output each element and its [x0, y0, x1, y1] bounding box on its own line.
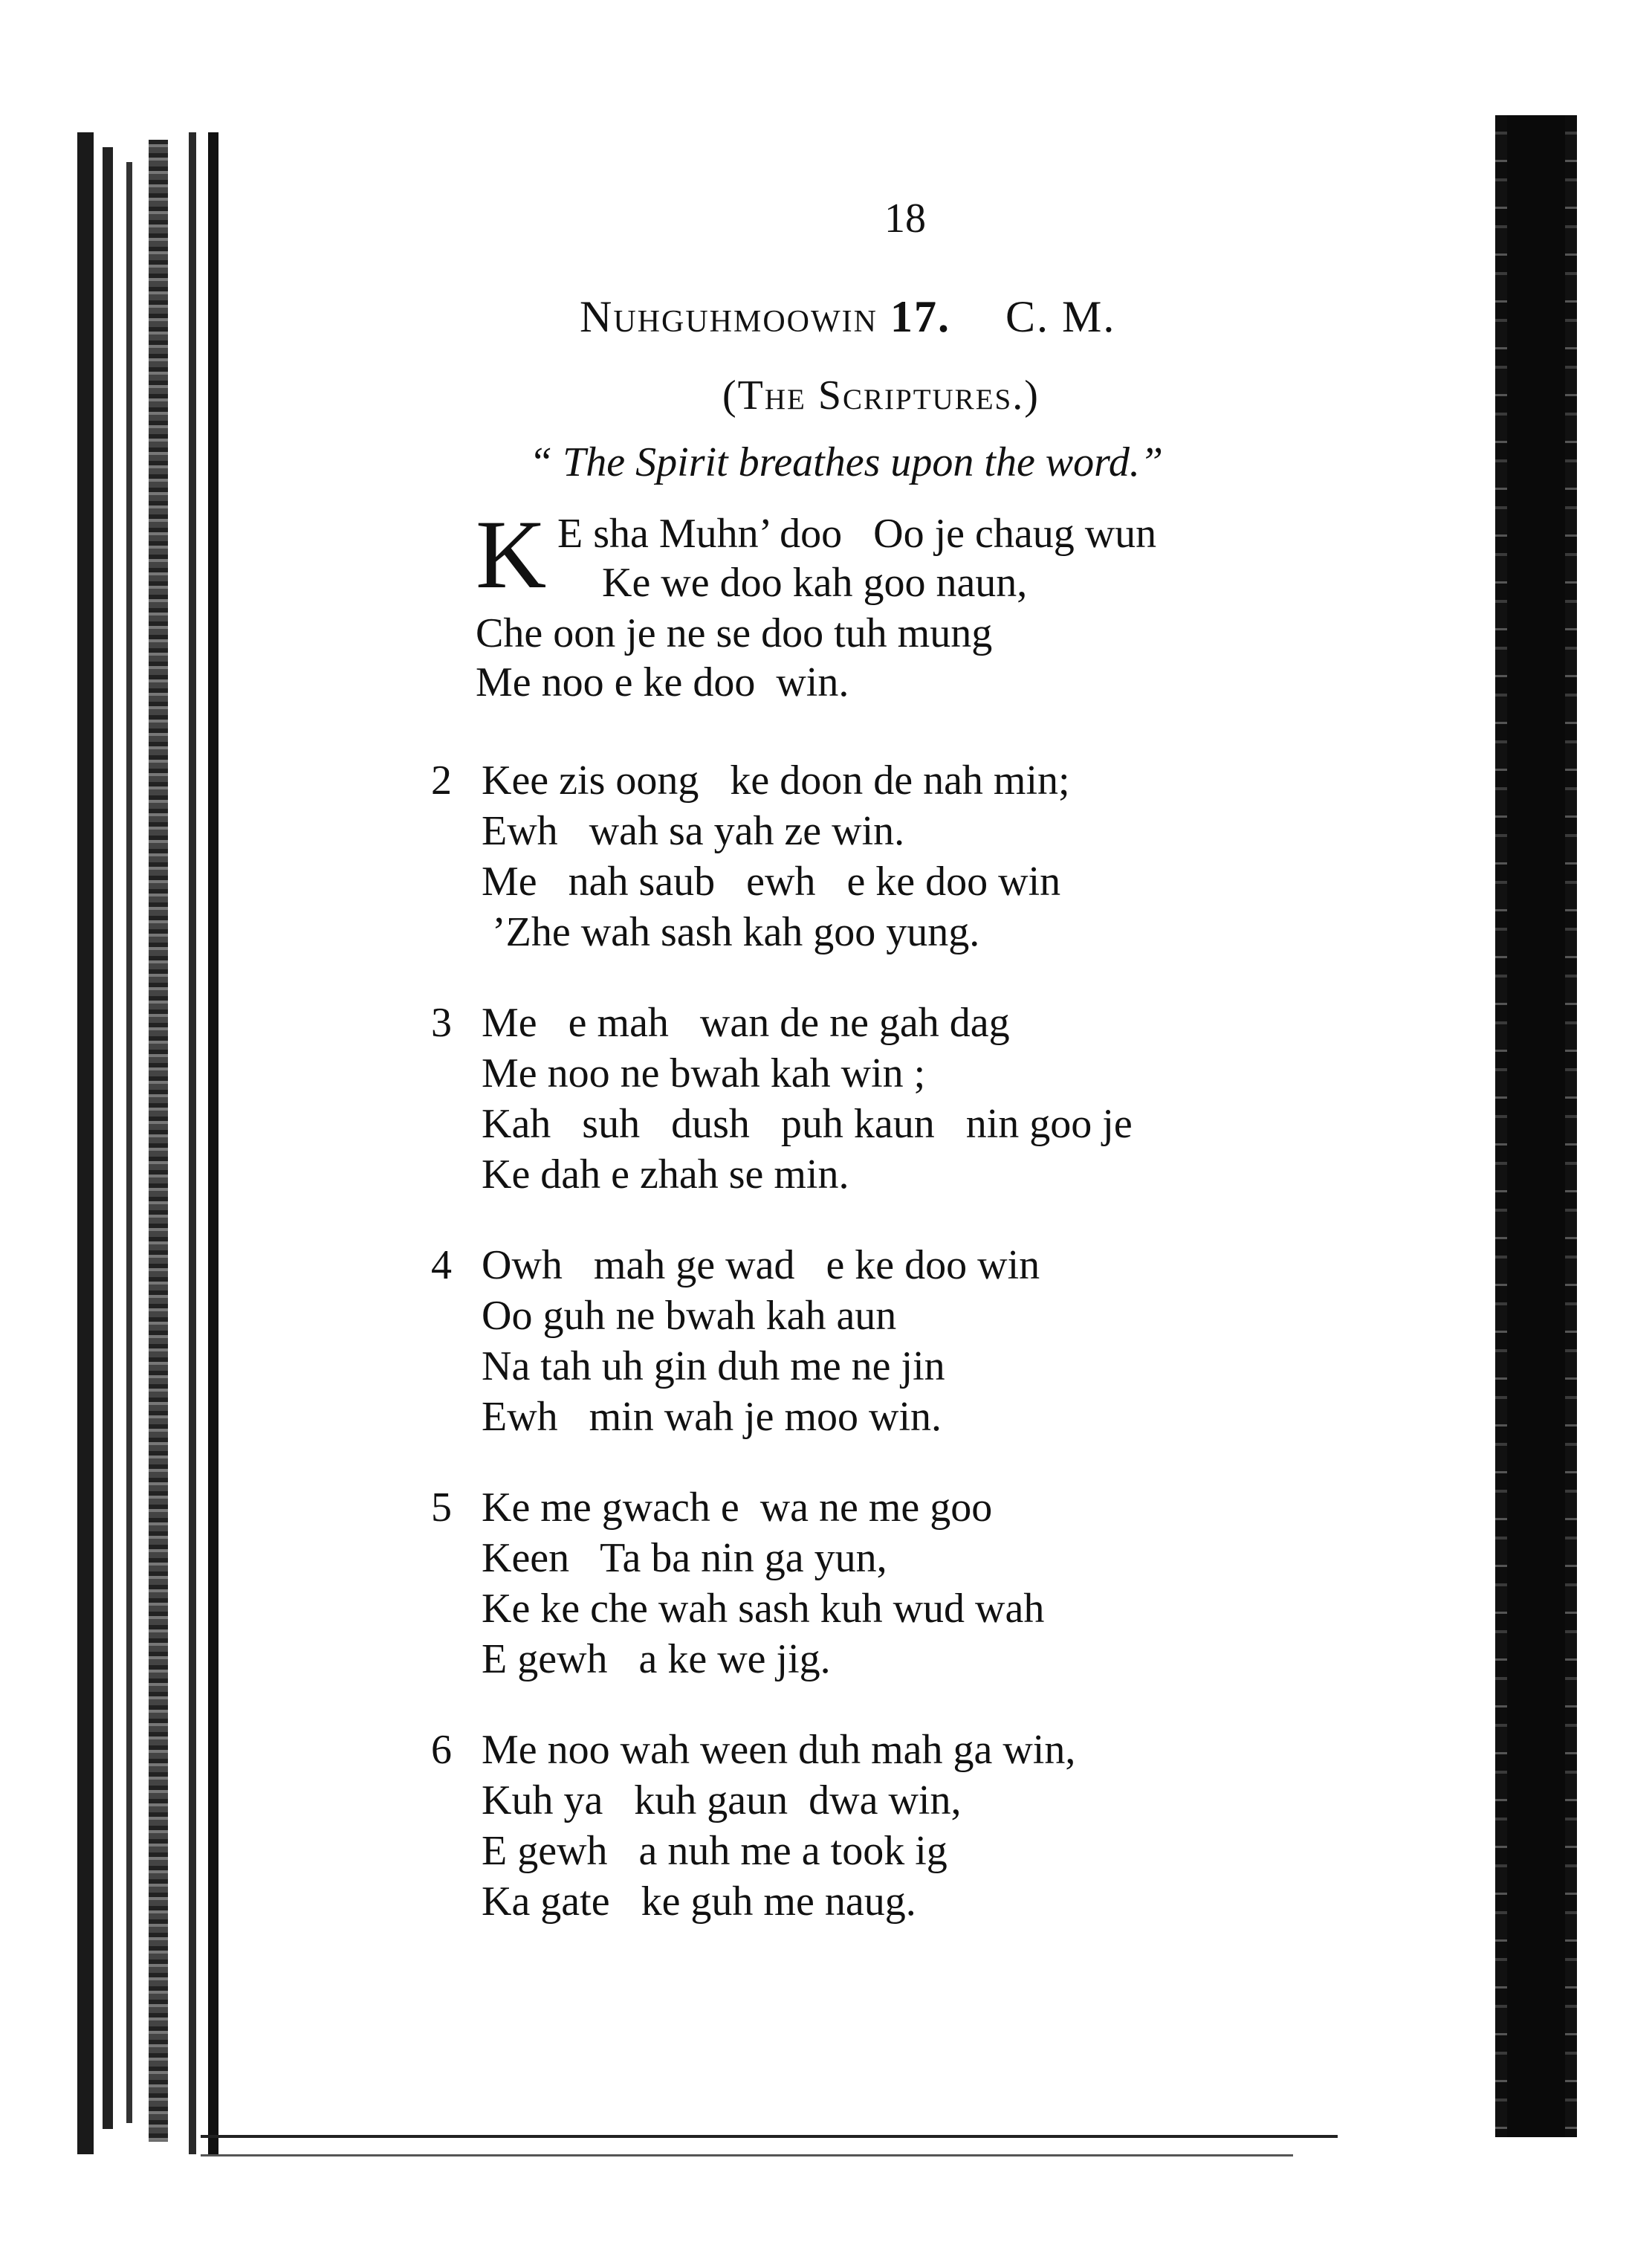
stanza-line: Ke me gwach e wa ne me goo: [482, 1484, 993, 1531]
bottom-rule: [201, 2135, 1338, 2138]
stanza-number: 3: [431, 1000, 452, 1046]
stanza-line: ’Zhe wah sash kah goo yung.: [482, 909, 980, 955]
stanza-line: E gewh a ke we jig.: [482, 1636, 831, 1682]
hymn-meter: C. M.: [1005, 292, 1116, 341]
stanza-number: 5: [431, 1484, 452, 1531]
stanza-line: E gewh a nuh me a took ig: [482, 1828, 948, 1874]
stanza-line: Ewh min wah je moo win.: [482, 1394, 942, 1440]
stanza-line: Kuh ya kuh gaun dwa win,: [482, 1777, 962, 1823]
stanza-line: Me e mah wan de ne gah dag: [482, 1000, 1010, 1046]
hymn-subtitle: (The Scriptures.): [722, 372, 1040, 419]
page-number: 18: [884, 196, 926, 242]
stanza-line: Oo guh ne bwah kah aun: [482, 1293, 897, 1339]
stanza-line: Che oon je ne se doo tuh mung: [476, 610, 993, 656]
stanza-line: Ke dah e zhah se min.: [482, 1151, 849, 1198]
stanza-line: E sha Muhn’ doo Oo je chaug wun: [557, 511, 1157, 557]
stanza-line: Ka gate ke guh me naug.: [482, 1878, 916, 1925]
drop-cap: K: [476, 500, 547, 609]
stanza-line: Ke we doo kah goo naun,: [602, 560, 1028, 606]
stanza-line: Keen Ta ba nin ga yun,: [482, 1535, 887, 1581]
stanza-line: Na tah uh gin duh me ne jin: [482, 1343, 945, 1389]
stanza-number: 2: [431, 757, 452, 804]
hymn-number: 17.: [890, 292, 950, 341]
hymn-epigraph: “ The Spirit breathes upon the word.”: [529, 439, 1164, 485]
stanza-line: Me nah saub ewh e ke doo win: [482, 859, 1061, 905]
page-right-edge: [1495, 115, 1577, 2137]
stanza-number: 6: [431, 1727, 452, 1773]
stanza-line: Kah suh dush puh kaun nin goo je: [482, 1101, 1133, 1147]
stanza-line: Kee zis oong ke doon de nah min;: [482, 757, 1070, 804]
hymn-title: [580, 291, 1115, 343]
bottom-rule-secondary: [201, 2154, 1293, 2156]
stanza-line: Me noo ne bwah kah win ;: [482, 1050, 926, 1096]
book-binding-edge: [77, 132, 218, 2154]
stanza-line: Me noo wah ween duh mah ga win,: [482, 1727, 1076, 1773]
stanza-line: Ke ke che wah sash kuh wud wah: [482, 1586, 1045, 1632]
stanza-line: Me noo e ke doo win.: [476, 659, 849, 705]
stanza-line: Owh mah ge wad e ke doo win: [482, 1242, 1040, 1288]
stanza-line: Ewh wah sa yah ze win.: [482, 808, 905, 854]
stanza-number: 4: [431, 1242, 452, 1288]
hymn-title-prefix: Nuhguhmoowin: [580, 292, 878, 341]
